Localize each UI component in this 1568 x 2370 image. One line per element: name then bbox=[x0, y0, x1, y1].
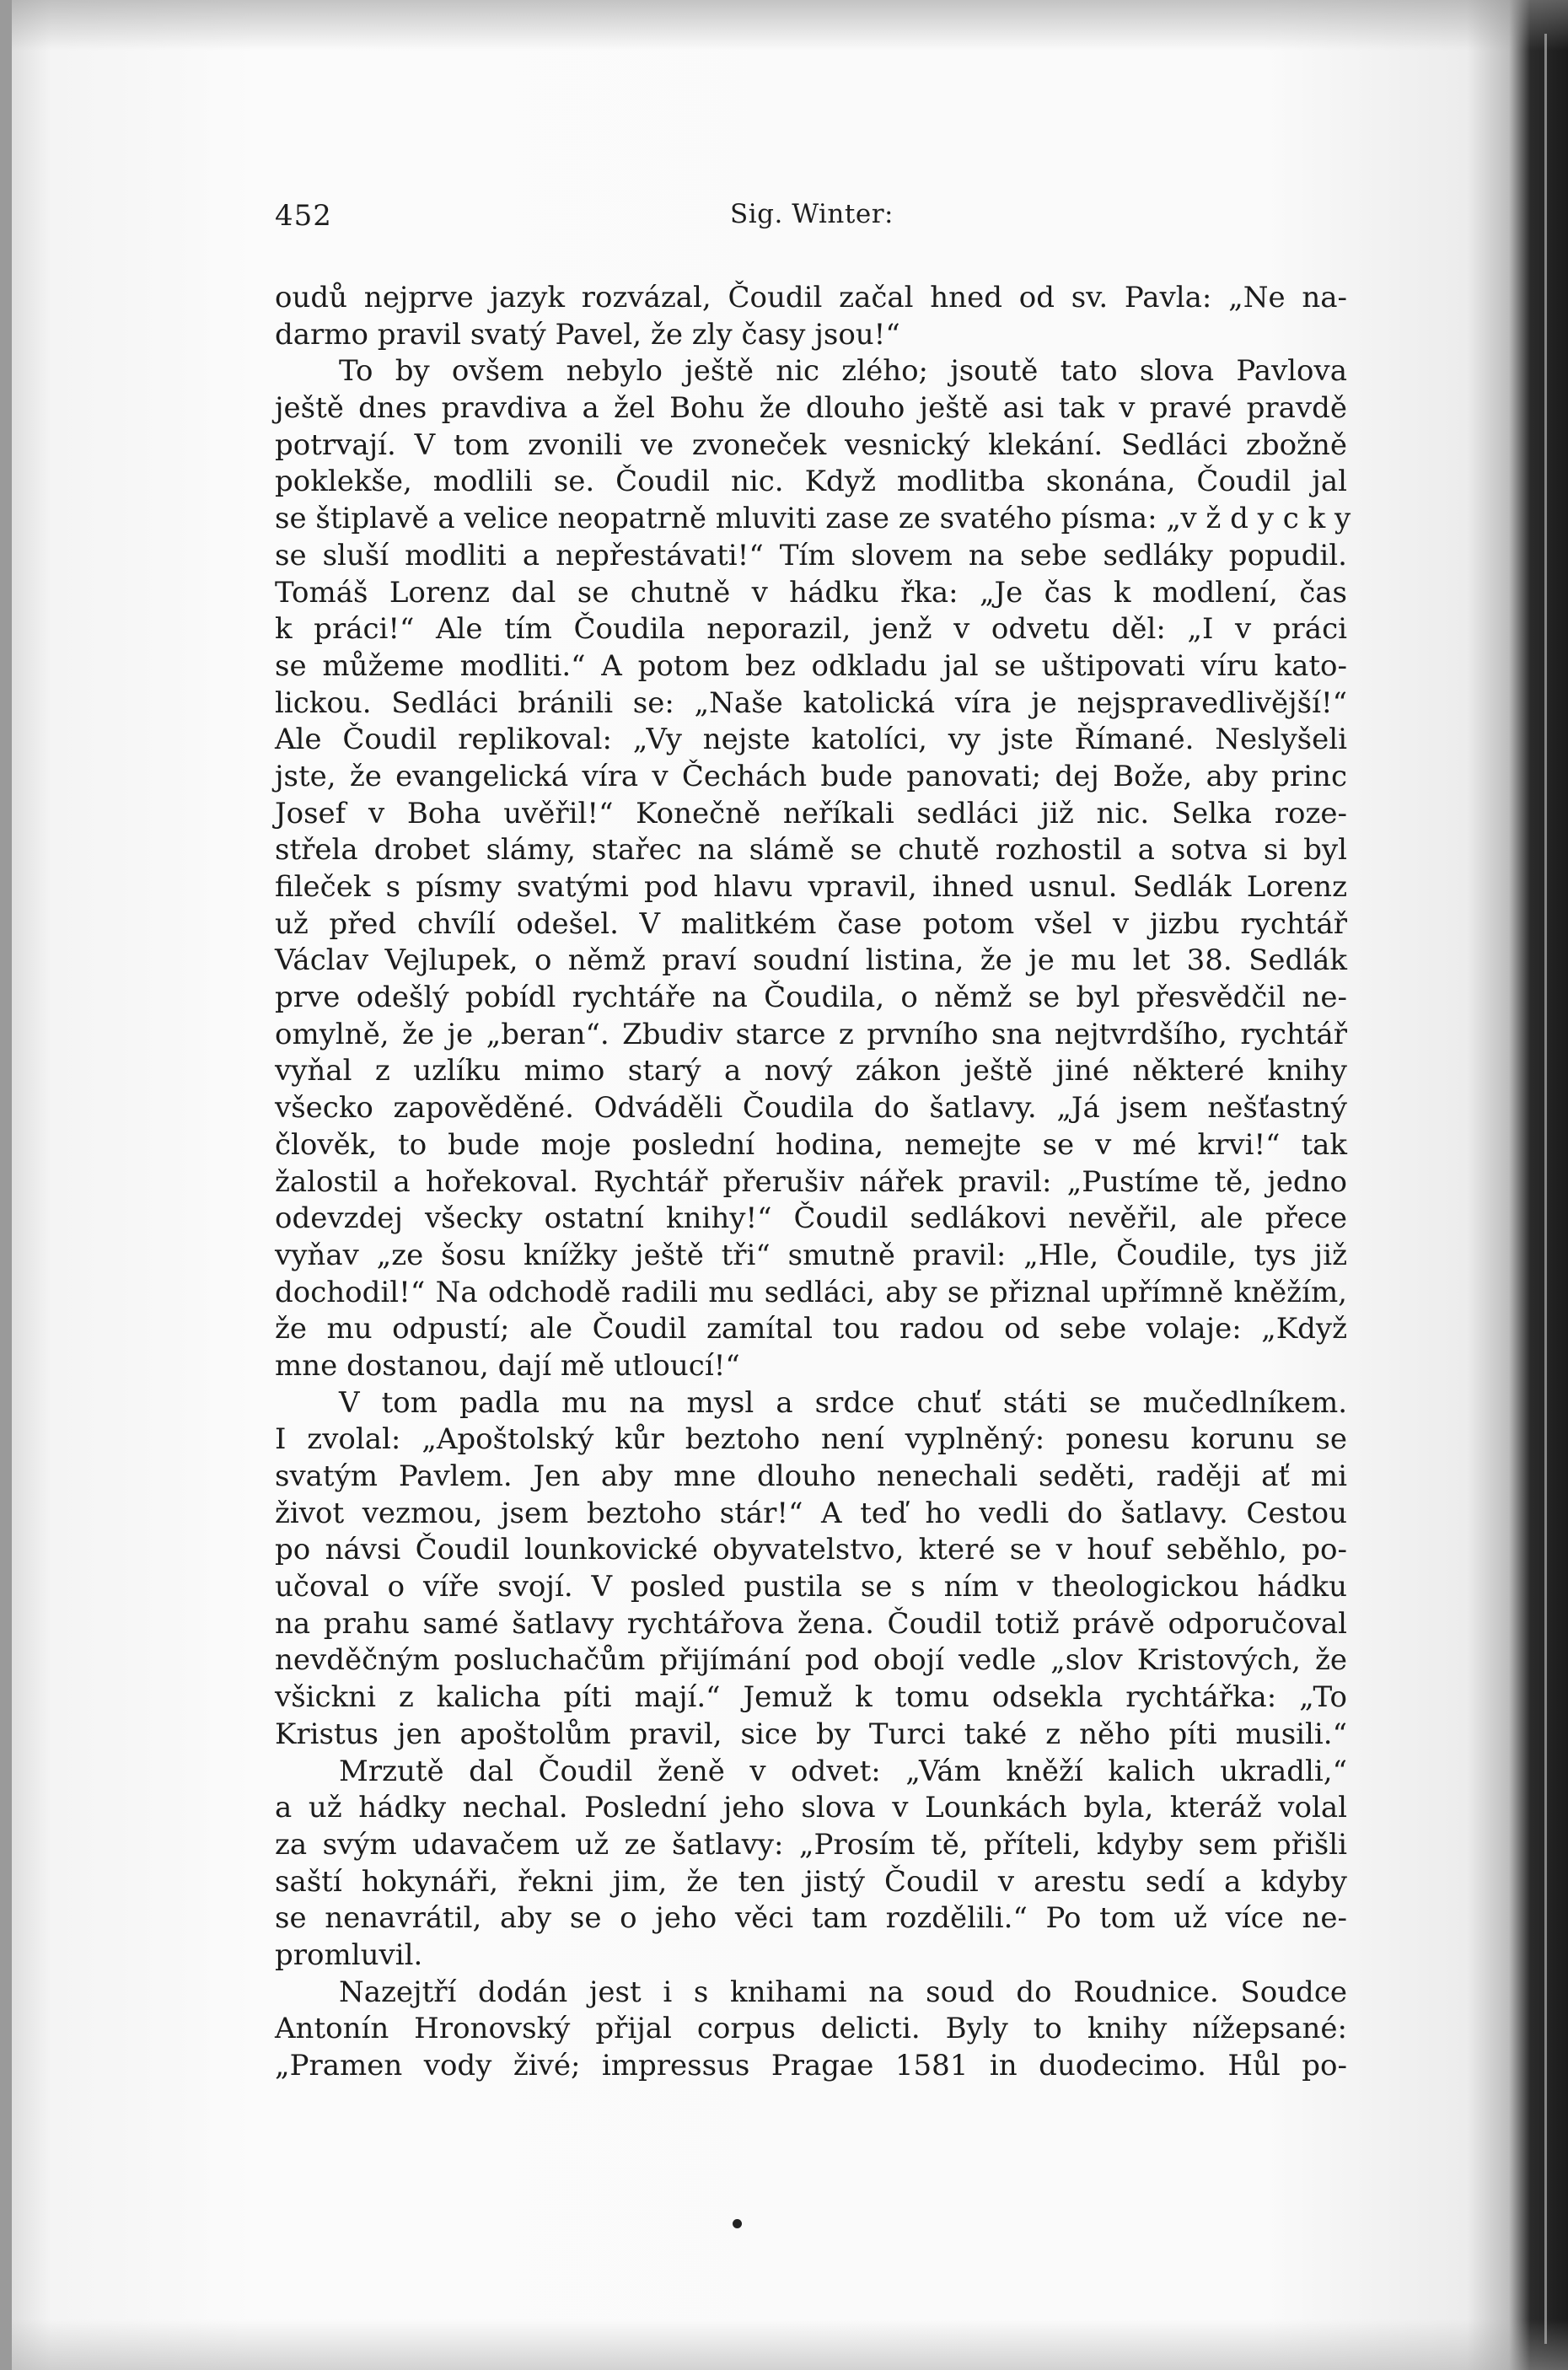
text-line: na prahu samé šatlavy rychtářova žena. Čoudil totiž právě odporučoval bbox=[275, 1606, 1347, 1641]
text-line: člověk, to bude moje poslední hodina, nemejte se v mé krvi!“ tak bbox=[275, 1127, 1347, 1162]
text-line: za svým udavačem už ze šatlavy: „Prosím tě, příteli, kdyby sem přišli bbox=[275, 1827, 1347, 1862]
text-line: učoval o víře svojí. V posled pustila se s ním v theologickou hádku bbox=[275, 1570, 1347, 1604]
text-line: Nazejtří dodán jest i s knihami na soud do Roudnice. Soudce bbox=[339, 1975, 1347, 2009]
text-line: Tomáš Lorenz dal se chutně v hádku řka: „Je čas k modlení, čas bbox=[275, 575, 1347, 610]
text-line: k práci!“ Ale tím Čoudila neporazil, jenž v odvetu děl: „I v práci bbox=[275, 612, 1347, 647]
page-number: 452 bbox=[275, 199, 332, 233]
text-line: poklekše, modlili se. Čoudil nic. Když modlitba skonána, Čoudil jal bbox=[275, 465, 1347, 499]
text-line: lickou. Sedláci bránili se: „Naše katolická víra je nejspravedlivější!“ bbox=[275, 685, 1347, 720]
text-line: mne dostanou, dají mě utloucí!“ bbox=[275, 1348, 740, 1383]
text-line: se můžeme modliti.“ A potom bez odkladu jal se uštipovati víru kato- bbox=[275, 648, 1347, 683]
text-line: střela drobet slámy, stařec na slámě se chutě rozhostil a sotva si byl bbox=[275, 833, 1347, 868]
text-line: ještě dnes pravdiva a žel Bohu že dlouho ještě asi tak v pravé pravdě bbox=[275, 391, 1347, 426]
page-header bbox=[275, 199, 1347, 241]
text-line: žalostil a hořekoval. Rychtář přerušiv nářek pravil: „Pustíme tě, jedno bbox=[275, 1164, 1347, 1199]
text-line: oudů nejprve jazyk rozvázal, Čoudil začal hned od sv. Pavla: „Ne na- bbox=[275, 281, 1347, 314]
text-line: už před chvílí odešel. V malitkém čase potom všel v jizbu rychtář bbox=[275, 906, 1347, 941]
text-line: všickni z kalicha píti mají.“ Jemuž k tomu odsekla rychtářka: „To bbox=[275, 1680, 1347, 1715]
text-line: To by ovšem nebylo ještě nic zlého; jsoutě tato slova Pavlova bbox=[339, 354, 1347, 389]
running-head: Sig. Winter: bbox=[730, 199, 894, 229]
text-line: V tom padla mu na mysl a srdce chuť státi se mučedlníkem. bbox=[339, 1385, 1347, 1420]
text-line: Kristus jen apoštolům pravil, sice by Turci také z něho píti musili.“ bbox=[275, 1717, 1347, 1751]
bottom-shadow bbox=[0, 2319, 1568, 2370]
text-line: všecko zapověděné. Odváděli Čoudila do šatlavy. „Já jsem nešťastný bbox=[275, 1091, 1347, 1126]
text-line: darmo pravil svatý Pavel, že zly časy jsou!“ bbox=[275, 317, 900, 352]
text-line: Antonín Hronovský přijal corpus delicti. Byly to knihy nížepsané: bbox=[275, 2012, 1347, 2046]
text-line: svatým Pavlem. Jen aby mne dlouho nenechali seděti, raději ať mi bbox=[275, 1459, 1347, 1493]
text-line: potrvají. V tom zvonili ve zvoneček vesnický klekání. Sedláci zbožně bbox=[275, 427, 1347, 462]
text-line: a už hádky nechal. Poslední jeho slova v Lounkách byla, kteráž volal bbox=[275, 1791, 1347, 1825]
text-line: saští hokynáři, řekni jim, že ten jistý Čoudil v arestu sedí a kdyby bbox=[275, 1864, 1347, 1899]
ink-dot bbox=[733, 2219, 742, 2228]
text-line: odevzdej všecky ostatní knihy!“ Čoudil sedlákovi nevěřil, ale přece bbox=[275, 1201, 1347, 1236]
right-page-edge bbox=[1544, 34, 1547, 2344]
text-line: omylně, že je „beran“. Zbudiv starce z prvního sna nejtvrdšího, rychtář bbox=[275, 1017, 1347, 1051]
text-line: I zvolal: „Apoštolský kůr beztoho není vyplněný: ponesu korunu se bbox=[275, 1422, 1347, 1457]
text-line: dochodil!“ Na odchodě radili mu sedláci, aby se přiznal upřímně kněžím, bbox=[275, 1275, 1347, 1309]
text-line: Václav Vejlupek, o němž praví soudní listina, že je mu let 38. Sedlák bbox=[275, 943, 1347, 978]
text-line: fileček s písmy svatými pod hlavu vpravil, ihned usnul. Sedlák Lorenz bbox=[275, 870, 1347, 904]
text-line: že mu odpustí; ale Čoudil zamítal tou radou od sebe volaje: „Když bbox=[275, 1312, 1347, 1346]
text-line: jste, že evangelická víra v Čechách bude panovati; dej Bože, aby princ bbox=[275, 759, 1347, 793]
text-line: po návsi Čoudil lounkovické obyvatelstvo, které se v houf seběhlo, po- bbox=[275, 1533, 1347, 1567]
left-page-edge bbox=[0, 0, 12, 2370]
text-line: Mrzutě dal Čoudil ženě v odvet: „Vám kněží kalich ukradli,“ bbox=[339, 1754, 1347, 1788]
text-line: vyňav „ze šosu knížky ještě tři“ smutně pravil: „Hle, Čoudile, tys již bbox=[275, 1238, 1347, 1272]
text-line: vyňal z uzlíku mimo starý a nový zákon ještě jiné některé knihy bbox=[275, 1054, 1347, 1088]
text-line: Josef v Boha uvěřil!“ Konečně neříkali sedláci již nic. Selka roze- bbox=[275, 796, 1347, 830]
text-line: život vezmou, jsem beztoho stár!“ A teď ho vedli do šatlavy. Cestou bbox=[275, 1496, 1347, 1530]
text-line: Ale Čoudil replikoval: „Vy nejste katolíci, vy jste Římané. Neslyšeli bbox=[275, 723, 1347, 757]
text-line: se štiplavě a velice neopatrně mluviti zase ze svatého písma: „v ž d y c k y bbox=[275, 502, 1351, 536]
text-line: se sluší modliti a nepřestávati!“ Tím slovem na sebe sedláky popudil. bbox=[275, 538, 1347, 572]
top-shadow bbox=[0, 0, 1568, 51]
text-line: se nenavrátil, aby se o jeho věci tam rozdělili.“ Po tom už více ne- bbox=[275, 1901, 1347, 1936]
text-line: „Pramen vody živé; impressus Pragae 1581 in duodecimo. Hůl po- bbox=[275, 2049, 1347, 2082]
text-line: prve odešlý pobídl rychtáře na Čoudila, o němž se byl přesvědčil ne- bbox=[275, 981, 1347, 1015]
body-text bbox=[275, 280, 1351, 2085]
text-line: promluvil. bbox=[275, 1937, 423, 1972]
text-line: nevděčným posluchačům přijímání pod obojí vedle „slov Kristových, že bbox=[275, 1643, 1347, 1678]
